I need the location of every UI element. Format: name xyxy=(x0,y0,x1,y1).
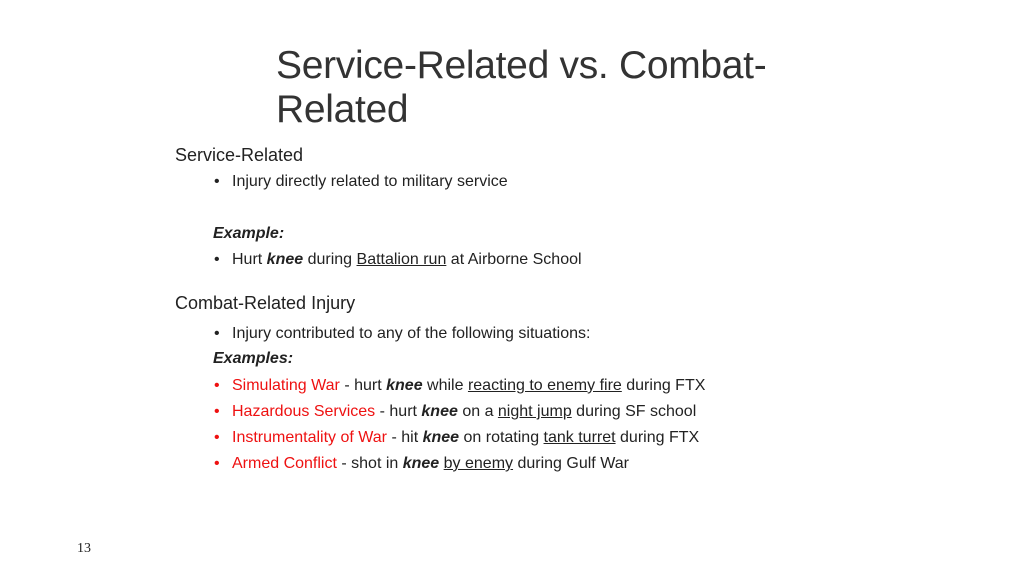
examples-label: Examples: xyxy=(213,350,294,367)
bullet-icon: • xyxy=(214,455,220,472)
item-text: during Gulf War xyxy=(513,455,629,472)
combat-example-item xyxy=(214,429,699,447)
bullet-icon: • xyxy=(214,429,220,446)
combat-related-heading: Combat-Related Injury xyxy=(175,293,356,313)
service-related-heading: Service-Related xyxy=(175,145,304,165)
keyword-knee: knee xyxy=(421,403,458,420)
example-text: at Airborne School xyxy=(446,251,582,268)
underlined-text: Battalion run xyxy=(356,251,447,268)
bullet-icon: • xyxy=(214,377,220,394)
item-text: on rotating xyxy=(459,429,544,446)
keyword-knee: knee xyxy=(422,429,460,446)
keyword-knee: knee xyxy=(266,251,304,268)
combat-definition-text: Injury contributed to any of the following situations: xyxy=(232,325,591,342)
keyword-knee: knee xyxy=(386,377,423,394)
example-label: Example: xyxy=(213,225,285,242)
item-text: during SF school xyxy=(571,403,697,420)
combat-example-item xyxy=(214,403,696,421)
category-label: Armed Conflict xyxy=(232,455,337,472)
service-definition-text: Injury directly related to military service xyxy=(232,173,508,190)
category-label: Instrumentality of War xyxy=(232,429,388,446)
category-label: Simulating War xyxy=(232,377,340,394)
item-text: - shot in xyxy=(336,455,403,472)
page-number: 13 xyxy=(77,541,91,556)
combat-example-item xyxy=(214,455,629,473)
bullet-icon: • xyxy=(214,173,220,190)
category-label: Hazardous Services xyxy=(232,403,376,420)
item-text: during FTX xyxy=(615,429,700,446)
combat-definition-bullet xyxy=(214,325,590,343)
example-text: during xyxy=(303,251,357,268)
underlined-text: by enemy xyxy=(443,455,514,472)
service-definition-bullet xyxy=(214,173,508,191)
underlined-text: night jump xyxy=(497,403,572,420)
item-text: - hurt xyxy=(375,403,422,420)
slide-title: Service-Related vs. Combat-Related xyxy=(276,44,767,131)
underlined-text: tank turret xyxy=(543,429,616,446)
example-text: Hurt xyxy=(232,251,267,268)
bullet-icon: • xyxy=(214,403,220,420)
service-example-bullet xyxy=(214,251,582,269)
underlined-text: reacting to enemy fire xyxy=(467,377,622,394)
bullet-icon: • xyxy=(214,251,220,268)
item-text: - hit xyxy=(387,429,423,446)
bullet-icon: • xyxy=(214,325,220,342)
item-text: while xyxy=(422,377,468,394)
combat-example-item xyxy=(214,377,705,395)
item-text: on a xyxy=(457,403,498,420)
item-text: during FTX xyxy=(621,377,706,394)
keyword-knee: knee xyxy=(402,455,440,472)
item-text: - hurt xyxy=(339,377,387,394)
